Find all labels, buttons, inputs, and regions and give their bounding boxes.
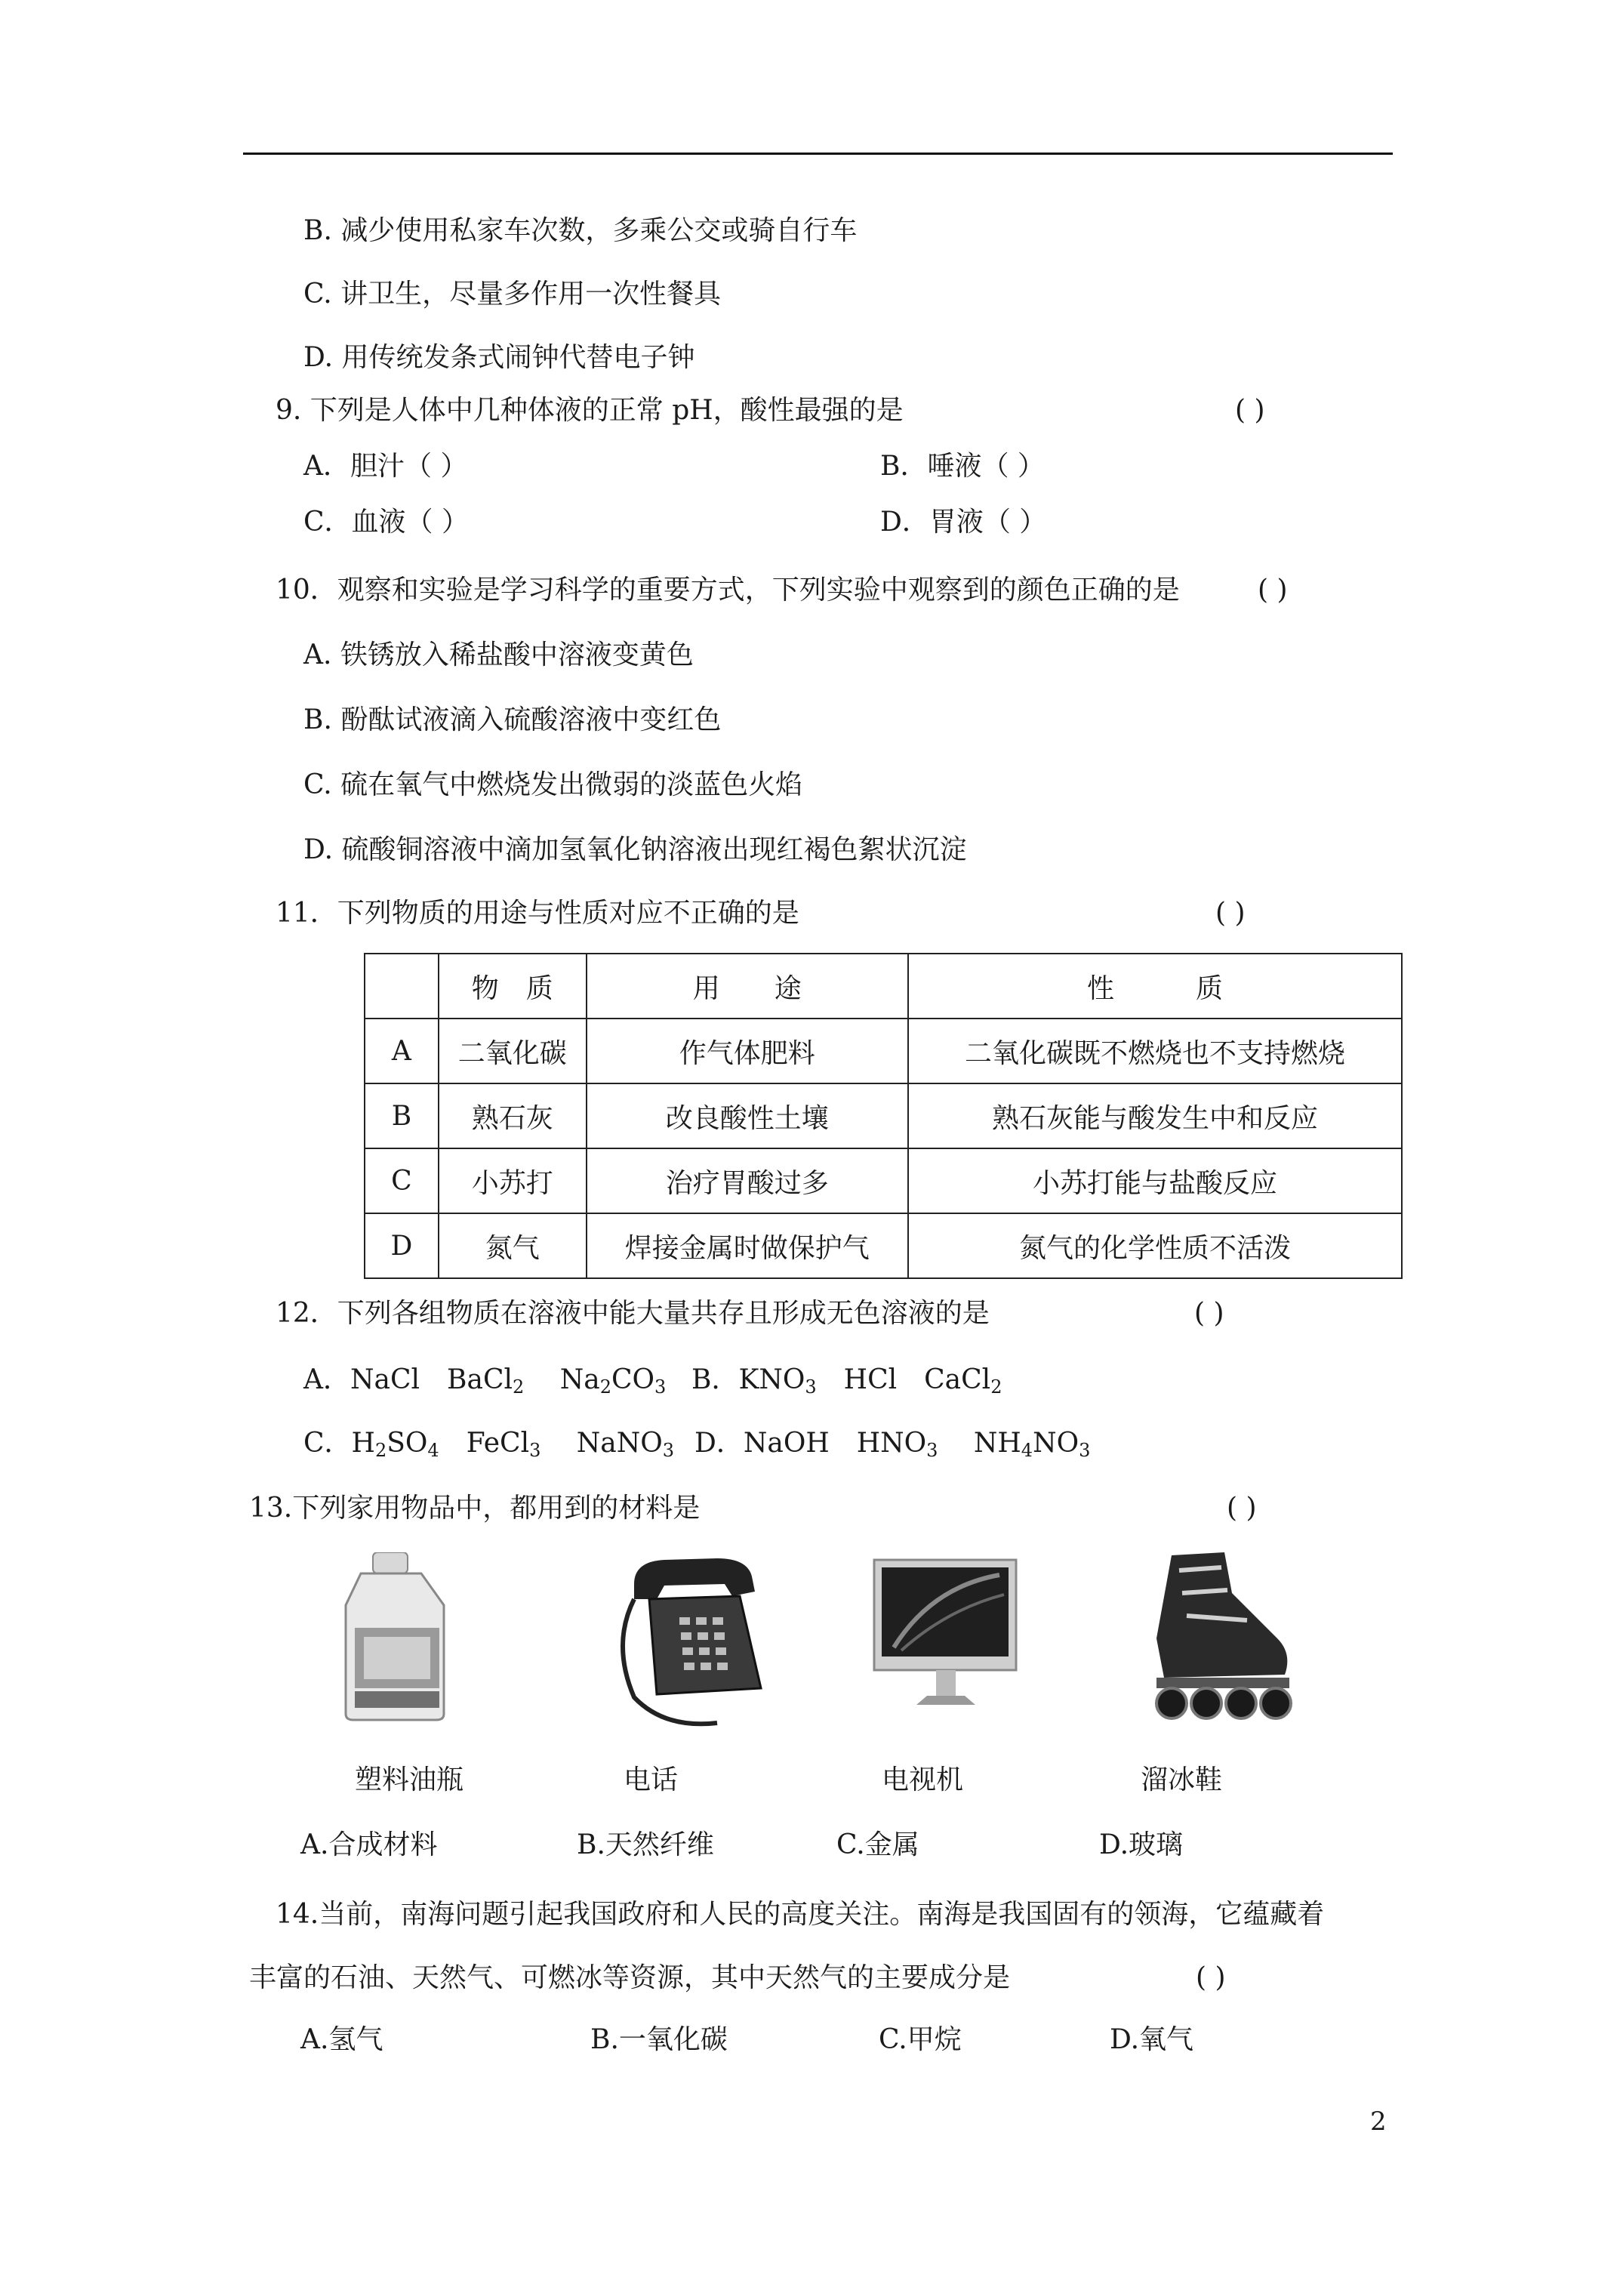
table-cell: 治疗胃酸过多 — [587, 1148, 908, 1213]
table-cell: A — [365, 1019, 439, 1083]
q10-stem: 10．观察和实验是学习科学的重要方式，下列实验中观察到的颜色正确的是 — [276, 575, 1180, 606]
caption-roller-skate: 溜冰鞋 — [1141, 1764, 1223, 1795]
table-cell: 作气体肥料 — [587, 1019, 908, 1083]
table-header-row — [365, 954, 1402, 1019]
q9-option-d: D．胃液（ ） — [880, 507, 1047, 538]
q8-option-b: B. 减少使用私家车次数，多乘公交或骑自行车 — [303, 215, 858, 246]
table-header-cell: 性 质 — [908, 954, 1402, 1019]
q8-option-c: C. 讲卫生，尽量多作用一次性餐具 — [303, 279, 722, 310]
q9-stem: 9. 下列是人体中几种体液的正常 pH，酸性最强的是 — [276, 395, 904, 426]
table-cell: 氮气的化学性质不活泼 — [908, 1213, 1402, 1278]
q14-option-a: A.氢气 — [300, 2024, 383, 2055]
q10-option-c: C. 硫在氧气中燃烧发出微弱的淡蓝色火焰 — [303, 769, 803, 800]
telephone-image — [604, 1554, 770, 1732]
q10-answer-paren: ( ) — [1258, 575, 1288, 606]
q12-option-d: D．NaOH $HNO_3$ $NH_4NO_3$ — [694, 1428, 1091, 1461]
q9-option-a: A．胆汁（ ） — [303, 451, 468, 482]
q13-answer-paren: ( ) — [1227, 1493, 1257, 1524]
q14-stem-line2: 丰富的石油、天然气、可燃冰等资源，其中天然气的主要成分是 — [249, 1962, 1011, 1993]
q10-option-d: D. 硫酸铜溶液中滴加氢氧化钠溶液出现红褐色絮状沉淀 — [303, 834, 967, 865]
header-rule — [243, 153, 1393, 155]
q12-answer-paren: ( ) — [1194, 1298, 1224, 1329]
table-cell: 熟石灰 — [439, 1083, 587, 1148]
q9-option-c: C．血液（ ） — [303, 507, 469, 538]
caption-television: 电视机 — [882, 1764, 964, 1795]
plastic-oil-bottle-image — [338, 1552, 460, 1721]
q11-stem: 11．下列物质的用途与性质对应不正确的是 — [276, 898, 799, 929]
table-header-cell: 用 途 — [587, 954, 908, 1019]
q12-option-a: A．NaCl BaCl$_2$ $Na_2CO_3$ — [303, 1364, 667, 1398]
q11-answer-paren: ( ) — [1215, 898, 1246, 929]
q14-answer-paren: ( ) — [1196, 1962, 1226, 1993]
q10-option-a: A. 铁锈放入稀盐酸中溶液变黄色 — [303, 639, 694, 670]
q9-option-b: B．唾液（ ） — [880, 451, 1045, 482]
roller-skate-image — [1134, 1548, 1300, 1729]
table-cell: 小苏打能与盐酸反应 — [908, 1148, 1402, 1213]
q14-option-d: D.氧气 — [1110, 2024, 1194, 2055]
q13-option-b: B.天然纤维 — [577, 1829, 714, 1860]
q13-stem: 13.下列家用物品中，都用到的材料是 — [249, 1493, 701, 1524]
table-row — [365, 1148, 1402, 1213]
table-row — [365, 1213, 1402, 1278]
table-cell: 小苏打 — [439, 1148, 587, 1213]
caption-plastic-oil-bottle: 塑料油瓶 — [355, 1764, 464, 1795]
caption-telephone: 电话 — [624, 1764, 679, 1795]
q13-option-d: D.玻璃 — [1099, 1829, 1184, 1860]
table-cell: 氮气 — [439, 1213, 587, 1278]
table-cell: D — [365, 1213, 439, 1278]
q10-option-b: B. 酚酞试液滴入硫酸溶液中变红色 — [303, 704, 722, 735]
table-cell: 二氧化碳 — [439, 1019, 587, 1083]
table-header-cell: 物 质 — [439, 954, 587, 1019]
q14-option-c: C.甲烷 — [879, 2024, 962, 2055]
q14-stem-line1: 14.当前，南海问题引起我国政府和人民的高度关注。南海是我国固有的领海，它蕴藏着 — [276, 1899, 1325, 1930]
table-row — [365, 1083, 1402, 1148]
television-image — [871, 1557, 1019, 1715]
table-cell: 改良酸性土壤 — [587, 1083, 908, 1148]
table-cell: 焊接金属时做保护气 — [587, 1213, 908, 1278]
q12-stem: 12．下列各组物质在溶液中能大量共存且形成无色溶液的是 — [276, 1298, 990, 1329]
q12-option-b: B．$KNO_3$ HCl CaCl$_2$ — [691, 1364, 1002, 1398]
q13-option-a: A.合成材料 — [300, 1829, 438, 1860]
q11-property-table — [364, 953, 1403, 1279]
table-cell: B — [365, 1083, 439, 1148]
table-cell: C — [365, 1148, 439, 1213]
q13-option-c: C.金属 — [836, 1829, 919, 1860]
table-cell: 二氧化碳既不燃烧也不支持燃烧 — [908, 1019, 1402, 1083]
q14-option-b: B.一氧化碳 — [590, 2024, 728, 2055]
q12-option-c: C．$H_2SO_4$ FeCl$_3$ NaNO$_3$ — [303, 1428, 675, 1461]
page-number: 2 — [1370, 2106, 1387, 2137]
q9-answer-paren: ( ) — [1235, 395, 1265, 426]
table-cell: 熟石灰能与酸发生中和反应 — [908, 1083, 1402, 1148]
table-row — [365, 1019, 1402, 1083]
table-header-cell — [365, 954, 439, 1019]
q8-option-d: D. 用传统发条式闹钟代替电子钟 — [303, 342, 695, 373]
